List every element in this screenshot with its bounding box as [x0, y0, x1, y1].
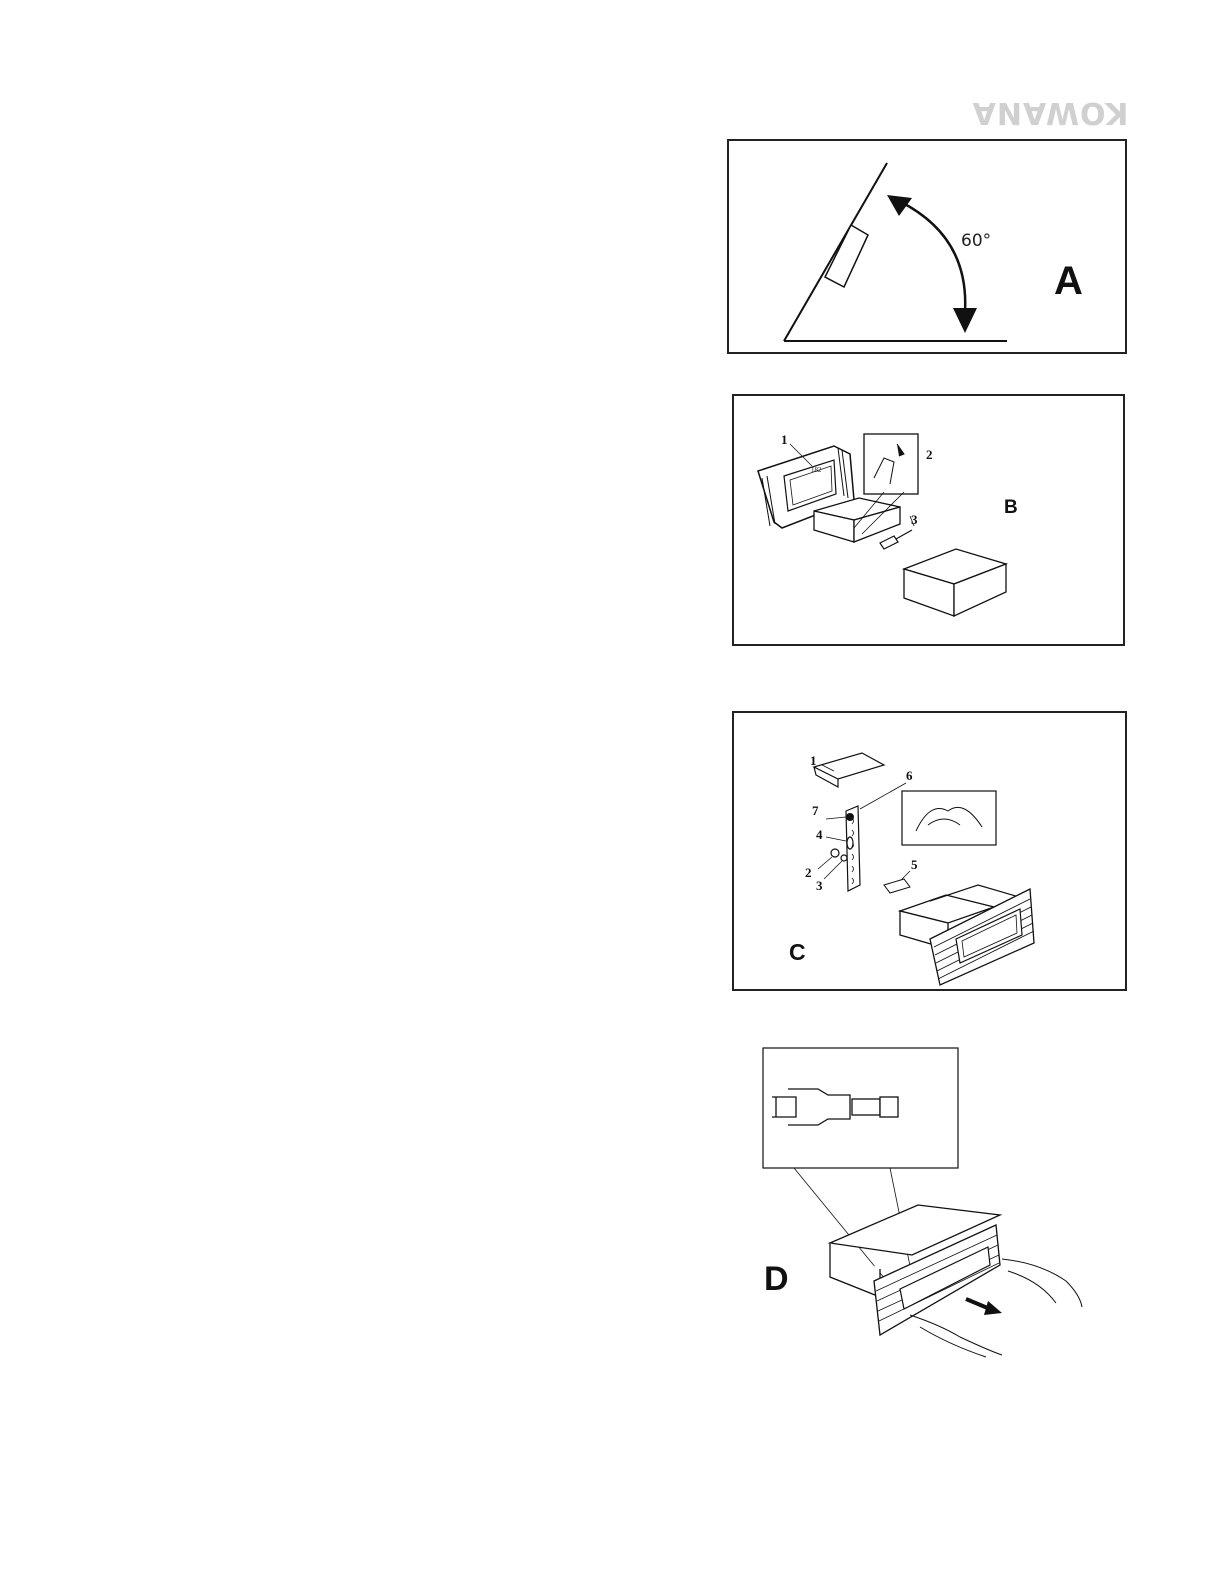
callout-1: 1 [781, 432, 788, 447]
callout-2: 2 [805, 865, 812, 880]
figure-letter-a: A [1054, 259, 1083, 303]
callout-1: 1 [810, 753, 817, 768]
mounting-angle-diagram [729, 141, 1125, 352]
brand-watermark [930, 92, 1170, 132]
callout-6: 6 [906, 768, 913, 783]
arrow-head-bottom [953, 308, 977, 333]
nut-2 [831, 849, 839, 857]
unit-rectangle [825, 225, 868, 287]
dimension-label: 182 [811, 466, 822, 474]
washer-7 [846, 813, 854, 821]
washer-3 [841, 855, 847, 861]
callout-4: 4 [816, 827, 823, 842]
figure-c-assembly [732, 711, 1127, 991]
callout-5: 5 [911, 857, 918, 872]
figure-letter-d: D [764, 1260, 789, 1298]
screw-5 [884, 879, 910, 893]
callout-3: 3 [911, 512, 918, 527]
installation-diagram-b [734, 396, 1123, 644]
figure-a-mounting-angle [727, 139, 1127, 354]
inset-hands [902, 791, 996, 845]
figure-d-removal [740, 1045, 1110, 1375]
callout-2: 2 [926, 447, 933, 462]
callout-7: 7 [812, 803, 819, 818]
callout-3: 3 [816, 878, 823, 893]
pull-arrow [984, 1301, 1002, 1315]
figure-letter-c: C [789, 939, 806, 965]
brand-text-mirrored: KOWANA [971, 95, 1129, 130]
angle-label: 60° [961, 231, 992, 251]
radio-unit [904, 549, 1006, 616]
removal-diagram-d [740, 1045, 1110, 1375]
removal-tool [880, 530, 912, 549]
inset-detail [864, 434, 918, 494]
bolt-4 [847, 837, 853, 849]
figure-letter-b: B [1004, 497, 1018, 518]
figure-b-installation [732, 394, 1125, 646]
